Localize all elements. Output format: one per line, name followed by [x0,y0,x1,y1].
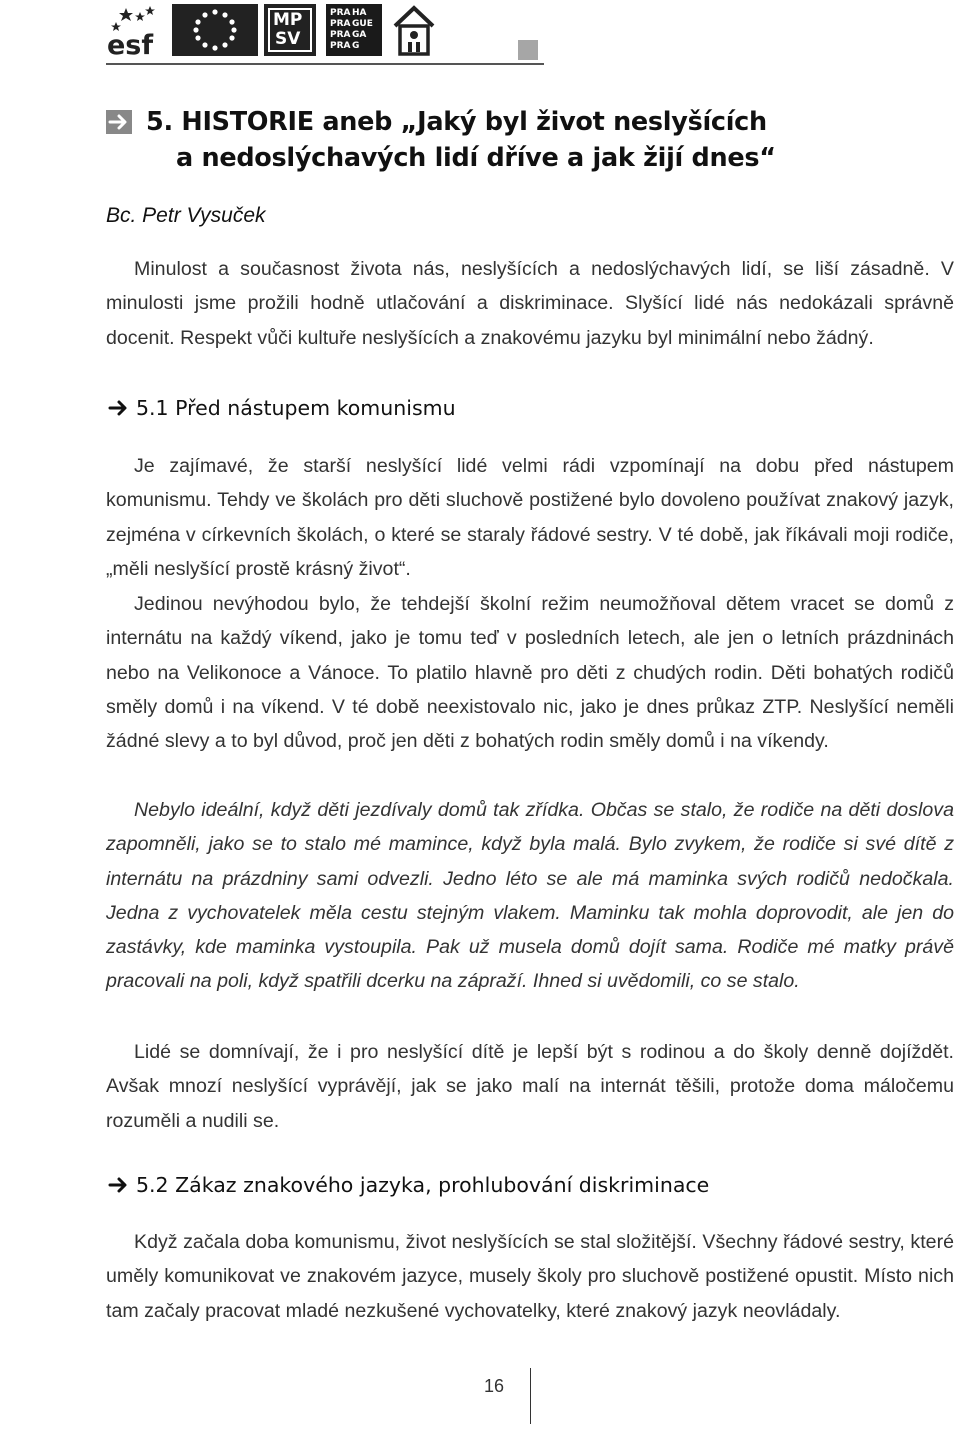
esf-logo [106,4,166,56]
praha-text: PRA [330,30,351,40]
section-2-paragraph-1: Když začala doba komunismu, život neslyšících se stal složitější. Všechny řádové sestry, které uměly komunikovat ve znakovém jazyce, musely školy pro sluchově postižené opustit. Místo nich tam začaly pracovat mladé nezkušené vychovatelky, které znakový jazyk neovládaly. [106,1231,954,1322]
praha-text: PRA [330,41,351,51]
mpsv-text-top: MP [273,10,303,30]
chapter-title [146,104,806,176]
intro-paragraph: Minulost a současnost života nás, neslyšících a nedoslýchavých lidí, se liší zásadně. V minulosti jsme prožili hodně utlačování a diskriminace. Slyšící lidé nás nedokázali správně docenit. Respekt vůči kultuře neslyšících a znakovému jazyku byl minimální nebo žádný. [106,258,954,349]
chapter-title-line2: a nedoslýchavých lidí dříve a jak žijí dnes“ [176,143,776,173]
chapter-title-line1: 5. HISTORIE aneb „Jaký byl život neslyšících [146,107,767,137]
section-heading-5-1 [108,396,456,422]
header-square [518,40,538,60]
praha-text: GUE [352,19,373,29]
author-name: Bc. Petr Vysuček [106,204,266,227]
arrow-right-icon [108,1175,130,1199]
praha-text: HA [352,8,367,18]
section-heading-5-2 [108,1173,709,1199]
page-number-rule [530,1368,531,1424]
section-title: 5.1 Před nástupem komunismu [136,396,456,420]
esf-text: esf [107,30,154,56]
header-rule [106,63,544,65]
header-logos [106,4,544,66]
praha-text: PRA [330,8,351,18]
mpsv-text-bottom: SV [275,29,301,49]
praha-text: PRA [330,19,351,29]
section-1-paragraph-1: Je zajímavé, že starší neslyšící lidé velmi rádi vzpomínají na dobu před nástupem komunismu. Tehdy ve školách pro děti sluchově postižené bylo dovoleno používat znakový jazyk, zejména v církevních školách, o které se staraly řádové sestry. V té době, jak říkávali moji rodiče, „měli neslyšící prostě krásný život“. [106,455,954,580]
section-1-quote: Nebylo ideální, když děti jezdívaly domů tak zřídka. Občas se stalo, že rodiče na děti doslova zapomněli, jako se to stalo mé mamince, když byla malá. Bylo zvykem, že rodiče si své dítě z internátu na prázdniny sami odvezli. Jedno léto se ale má maminka svých rodičů nedočkala. Jedna z vychovatelek měla cestu stejným vlakem. Maminku tak mohla doprovodit, ale jen do zastávky, kde maminka vystoupila. Pak už musela domů dojít sama. Rodiče mé matky právě pracovali na poli, když spatřili dcerku na zápraží. Ihned si uvědomili, co se stalo. [106,799,954,993]
chapter-arrow-icon [106,110,132,134]
eu-flag-logo [172,4,258,56]
page-number: 16 [484,1376,505,1396]
mpsv-logo [264,4,316,56]
section-title: 5.2 Zákaz znakového jazyka, prohlubování diskriminace [136,1173,710,1197]
praha-text: G [352,41,360,51]
section-1-paragraph-2: Jedinou nevýhodou bylo, že tehdejší školní režim neumožňoval dětem vracet se domů z internátu na každý víkend, jako je tomu teď v posledních letech, ale jen o letních prázdninách nebo na Velikonoce a Vánoce. To platilo hlavně pro děti z chudých rodin. Děti bohatých rodičů směly domů i na víkend. V té době neexistovalo nic, jako je dnes průkaz ZTP. Neslyšící neměli žádné slevy a to byl důvod, proč jen děti z bohatých rodin směly domů i na víkendy. [106,593,954,753]
praha-logo [326,4,382,56]
praha-text: GA [352,30,367,40]
section-1-paragraph-3: Lidé se domnívají, že i pro neslyšící dítě je lepší být s rodinou a do školy denně dojíždět. Avšak mnozí neslyšící vyprávějí, jak se jako malí na internát těšili, protože doma máločemu rozuměli a nudili se. [106,1041,954,1132]
house-logo [392,4,436,56]
arrow-right-icon [108,398,130,422]
